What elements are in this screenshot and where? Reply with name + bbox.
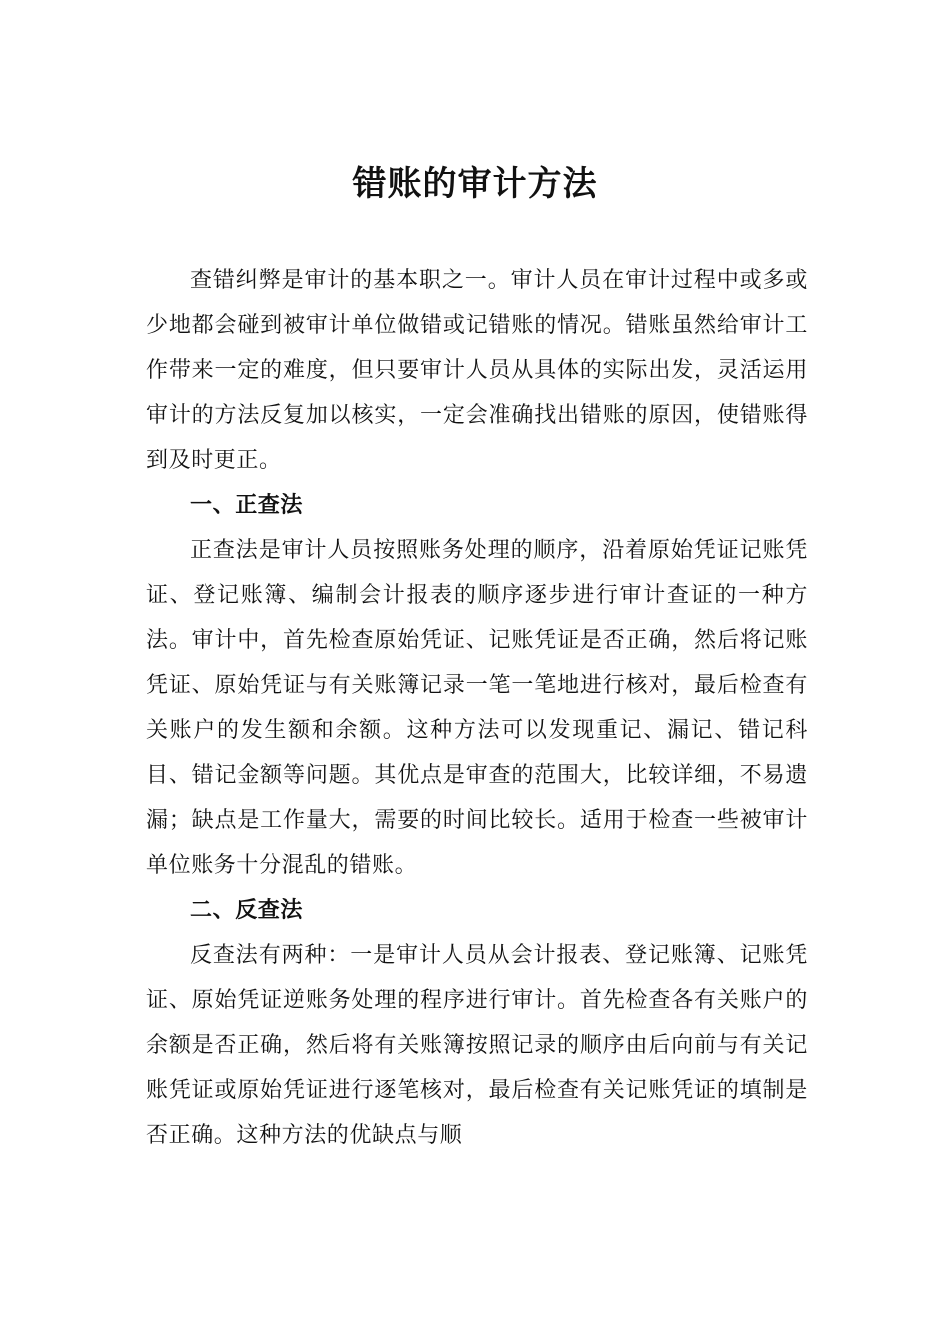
intro-paragraph: 查错纠弊是审计的基本职之一。审计人员在审计过程中或多或少地都会碰到被审计单位做错或记错账的情况。错账虽然给审计工作带来一定的难度，但只要审计人员从具体的实际出发，灵活运用审计的方法反复加以核实，一定会准确找出错账的原因，使错账得到及时更正。 xyxy=(146,268,808,473)
reverse-check-paragraph: 反查法有两种：一是审计人员从会计报表、登记账簿、记账凭证、原始凭证逆账务处理的程序进行审计。首先检查各有关账户的余额是否正确，然后将有关账簿按照记录的顺序由后向前与有关记账凭证或原始凭证进行逐笔核对，最后检查有关记账凭证的填制是否正确。这种方法的优缺点与顺 xyxy=(146,943,808,1148)
section-heading-reverse-check: 二、反查法 xyxy=(190,898,304,923)
forward-check-paragraph: 正查法是审计人员按照账务处理的顺序，沿着原始凭证记账凭证、登记账簿、编制会计报表的顺序逐步进行审计查证的一种方法。审计中，首先检查原始凭证、记账凭证是否正确，然后将记账凭证、原始凭证与有关账簿记录一笔一笔地进行核对，最后检查有关账户的发生额和余额。这种方法可以发现重记、漏记、错记科目、错记金额等问题。其优点是审查的范围大，比较详细，不易遗漏；缺点是工作量大，需要的时间比较长。适用于检查一些被审计单位账务十分混乱的错账。 xyxy=(146,538,808,878)
document-title: 错账的审计方法 xyxy=(352,164,598,204)
document-body xyxy=(146,258,808,1158)
section-heading-forward-check: 一、正查法 xyxy=(190,493,304,518)
